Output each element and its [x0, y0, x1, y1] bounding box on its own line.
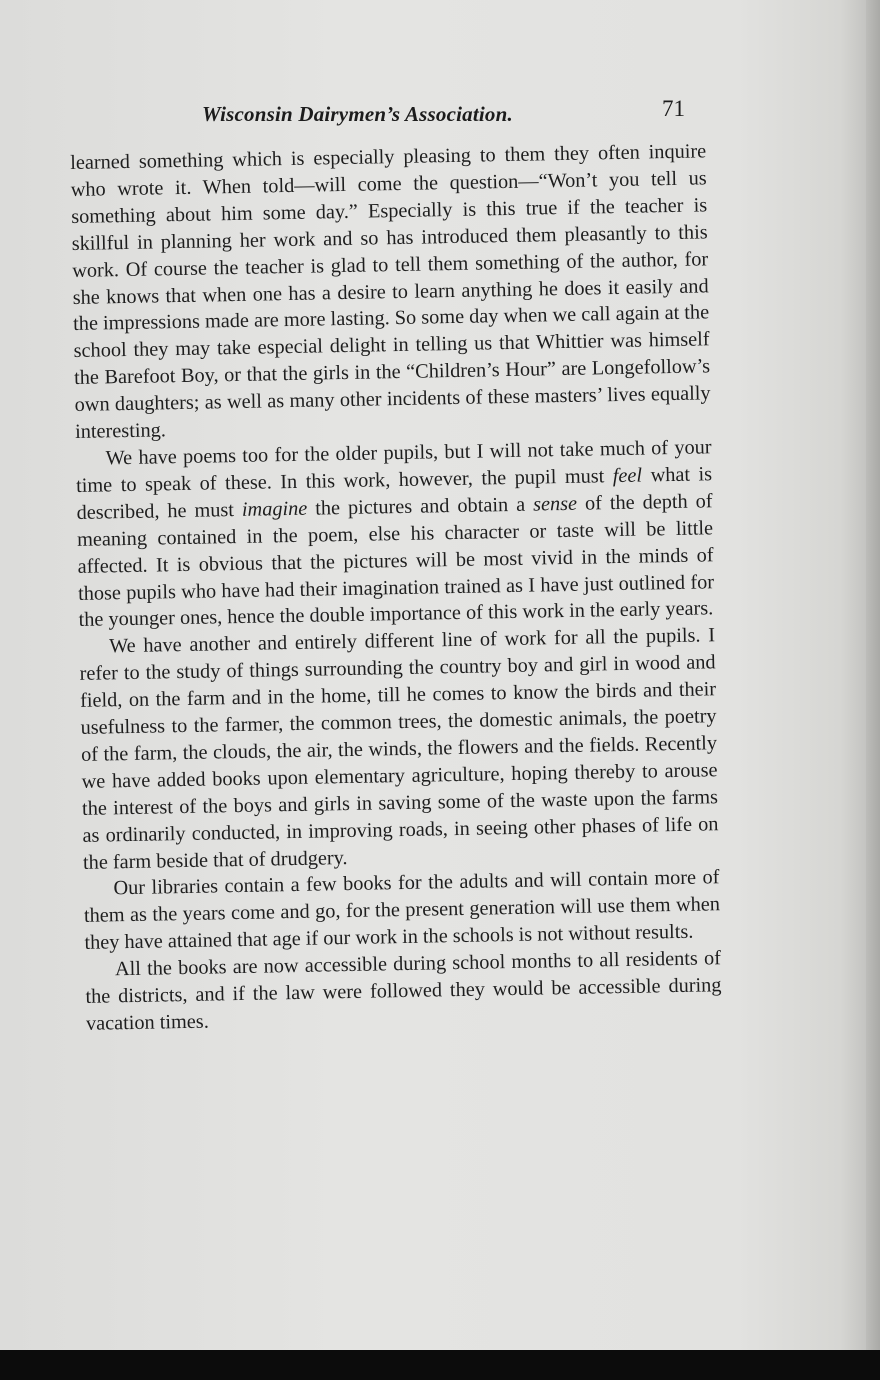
emphasis-imagine: imagine — [241, 497, 308, 521]
page-edge — [866, 0, 880, 1350]
paragraph-2: We have poems too for the older pupils, but I will not take much of your time to speak of these. In this work, however, the pupil must feel what is described, he must imagine the pictures and obtain a sense of the depth of meaning contained in the poem, else his character or taste will be little affected. It is obvious that the pictures will be most vivid in the minds of those pupils who have had their imagination trained as I have just outlined for the younger ones, hence the double importance of this work in the early years. — [75, 436, 715, 632]
page-number: 71 — [662, 96, 685, 121]
body-text — [70, 138, 722, 1037]
paragraph-1: learned something which is especially pleasing to them they often inquire who wrote it. When told—will come the question—“Won’t you tell us something about him some day.” Especially is this true if the teacher is skillful in planning her work and so has introduced them pleasantly to this work. Of course the teacher is glad to tell them something of the author, for she knows that when one has a desire to learn anything he does it easily and the impressions made are more lasting. So some day when we call again at the school they may take especial delight in telling us that Whittier was himself the Barefoot Boy, or that the girls in the “Children’s Hour” are Longefollow’s own daughters; as well as many other incidents of these masters’ lives equally interesting. — [70, 140, 711, 444]
scan-border — [0, 1350, 880, 1380]
emphasis-feel: feel — [612, 464, 643, 487]
emphasis-sense: sense — [532, 492, 578, 516]
paragraph-5: All the books are now accessible during school months to all residents of the districts, and if the law were followed they would be accessible during vacation times. — [85, 947, 722, 1035]
paragraph-4: Our libraries contain a few books for the adults and will contain more of them as the years come and go, for the present generation will use them when they have attained that age if our work in the schools is not without results. — [83, 866, 721, 955]
paragraph-3: We have another and entirely different line of work for all the pupils. I refer to the study of things surrounding the country boy and girl in wood and field, on the farm and in the home, till he comes to know the birds and their usefulness to the farmer, the common trees, the domestic animals, the poetry of the farm, the clouds, the air, the winds, the flowers and the fields. Recently we have added books upon elementary agriculture, hoping thereby to arouse the interest of the boys and girls in saving some of the waste upon the farms as ordinarily conducted, in improving roads, in seeing other phases of life on the farm beside that of drudgery. — [79, 624, 719, 874]
page-header — [0, 96, 880, 136]
running-title: Wisconsin Dairymen’s Association. — [202, 102, 513, 126]
